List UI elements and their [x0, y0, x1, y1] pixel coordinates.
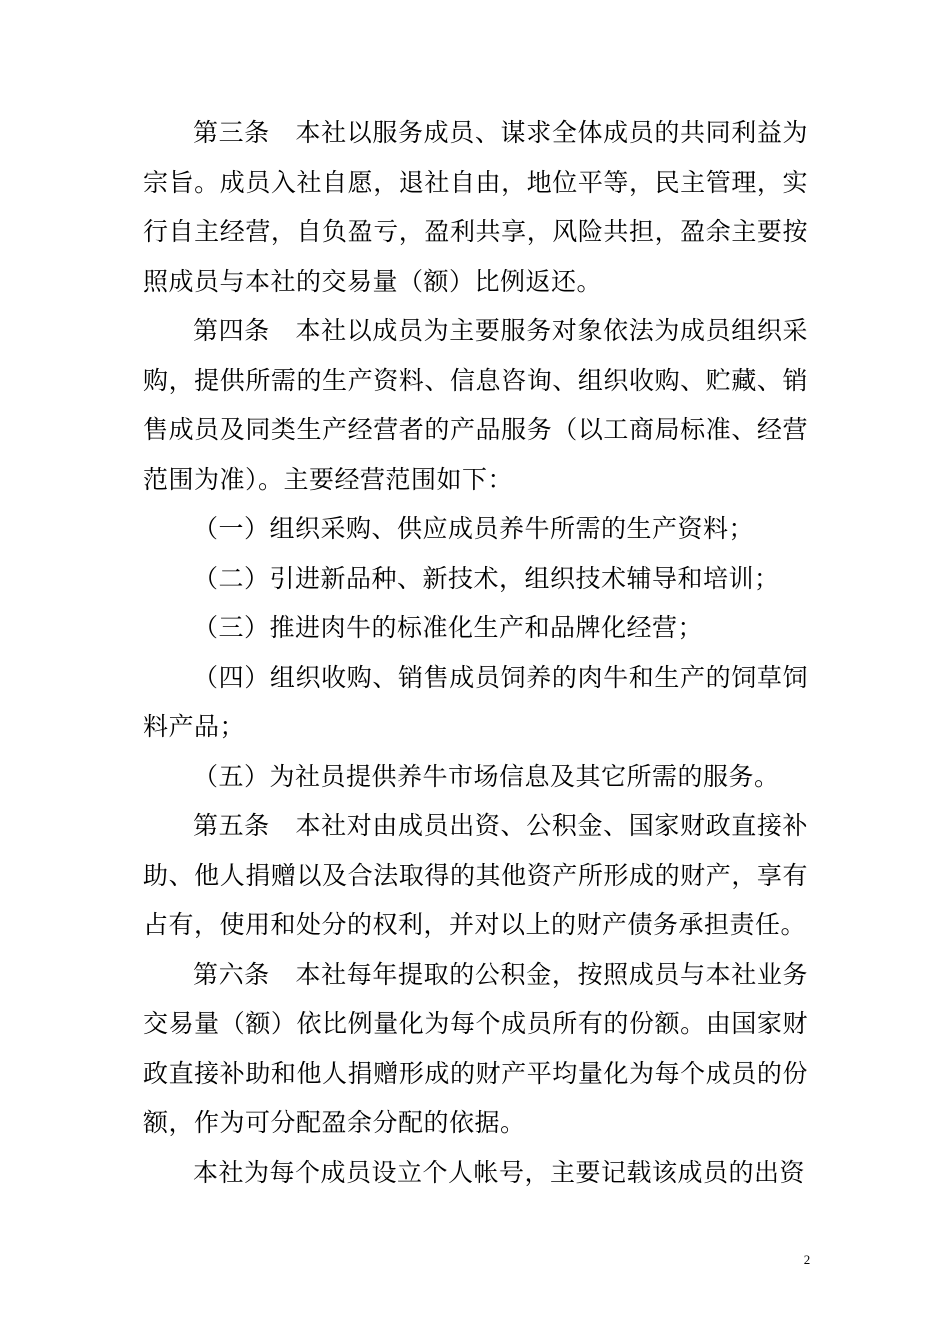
list-item-3: （三）推进肉牛的标准化生产和品牌化经营； [193, 613, 704, 642]
list-item-5: （五）为社员提供养牛市场信息及其它所需的服务。 [193, 761, 780, 791]
paragraph-article-6: 第六条 本社每年提取的公积金，按照成员与本社业务交易量（额）依比例量化为每个成员所有的份额。由国家财政直接补助和他人捐赠形成的财产平均量化为每个成员的份额，作为可分配盈余分配的依据。 [143, 959, 808, 1137]
list-item-1: （一）组织采购、供应成员养牛所需的生产资料； [193, 514, 755, 543]
paragraph-article-5: 第五条 本社对由成员出资、公积金、国家财政直接补助、他人捐赠以及合法取得的其他资产所形成的财产，享有占有，使用和处分的权利，并对以上的财产债务承担责任。 [143, 811, 808, 939]
page-number: 2 [803, 1252, 811, 1267]
list-item-2: （二）引进新品种、新技术，组织技术辅导和培训； [193, 563, 780, 593]
paragraph-article-4: 第四条 本社以成员为主要服务对象依法为成员组织采购，提供所需的生产资料、信息咨询、组织收购、贮藏、销售成员及同类生产经营者的产品服务（以工商局标准、经营范围为准）。主要经营范围如下： [143, 316, 808, 494]
paragraph-article-3: 第三条 本社以服务成员、谋求全体成员的共同利益为宗旨。成员入社自愿，退社自由，地位平等，民主管理，实行自主经营，自负盈亏，盈利共享，风险共担，盈余主要按照成员与本社的交易量（额）比例返还。 [143, 118, 808, 296]
list-item-4: （四）组织收购、销售成员饲养的肉牛和生产的饲草饲料产品； [143, 662, 808, 741]
body-text [143, 108, 808, 1197]
paragraph-account: 本社为每个成员设立个人帐号，主要记载该成员的出资 [193, 1157, 806, 1187]
